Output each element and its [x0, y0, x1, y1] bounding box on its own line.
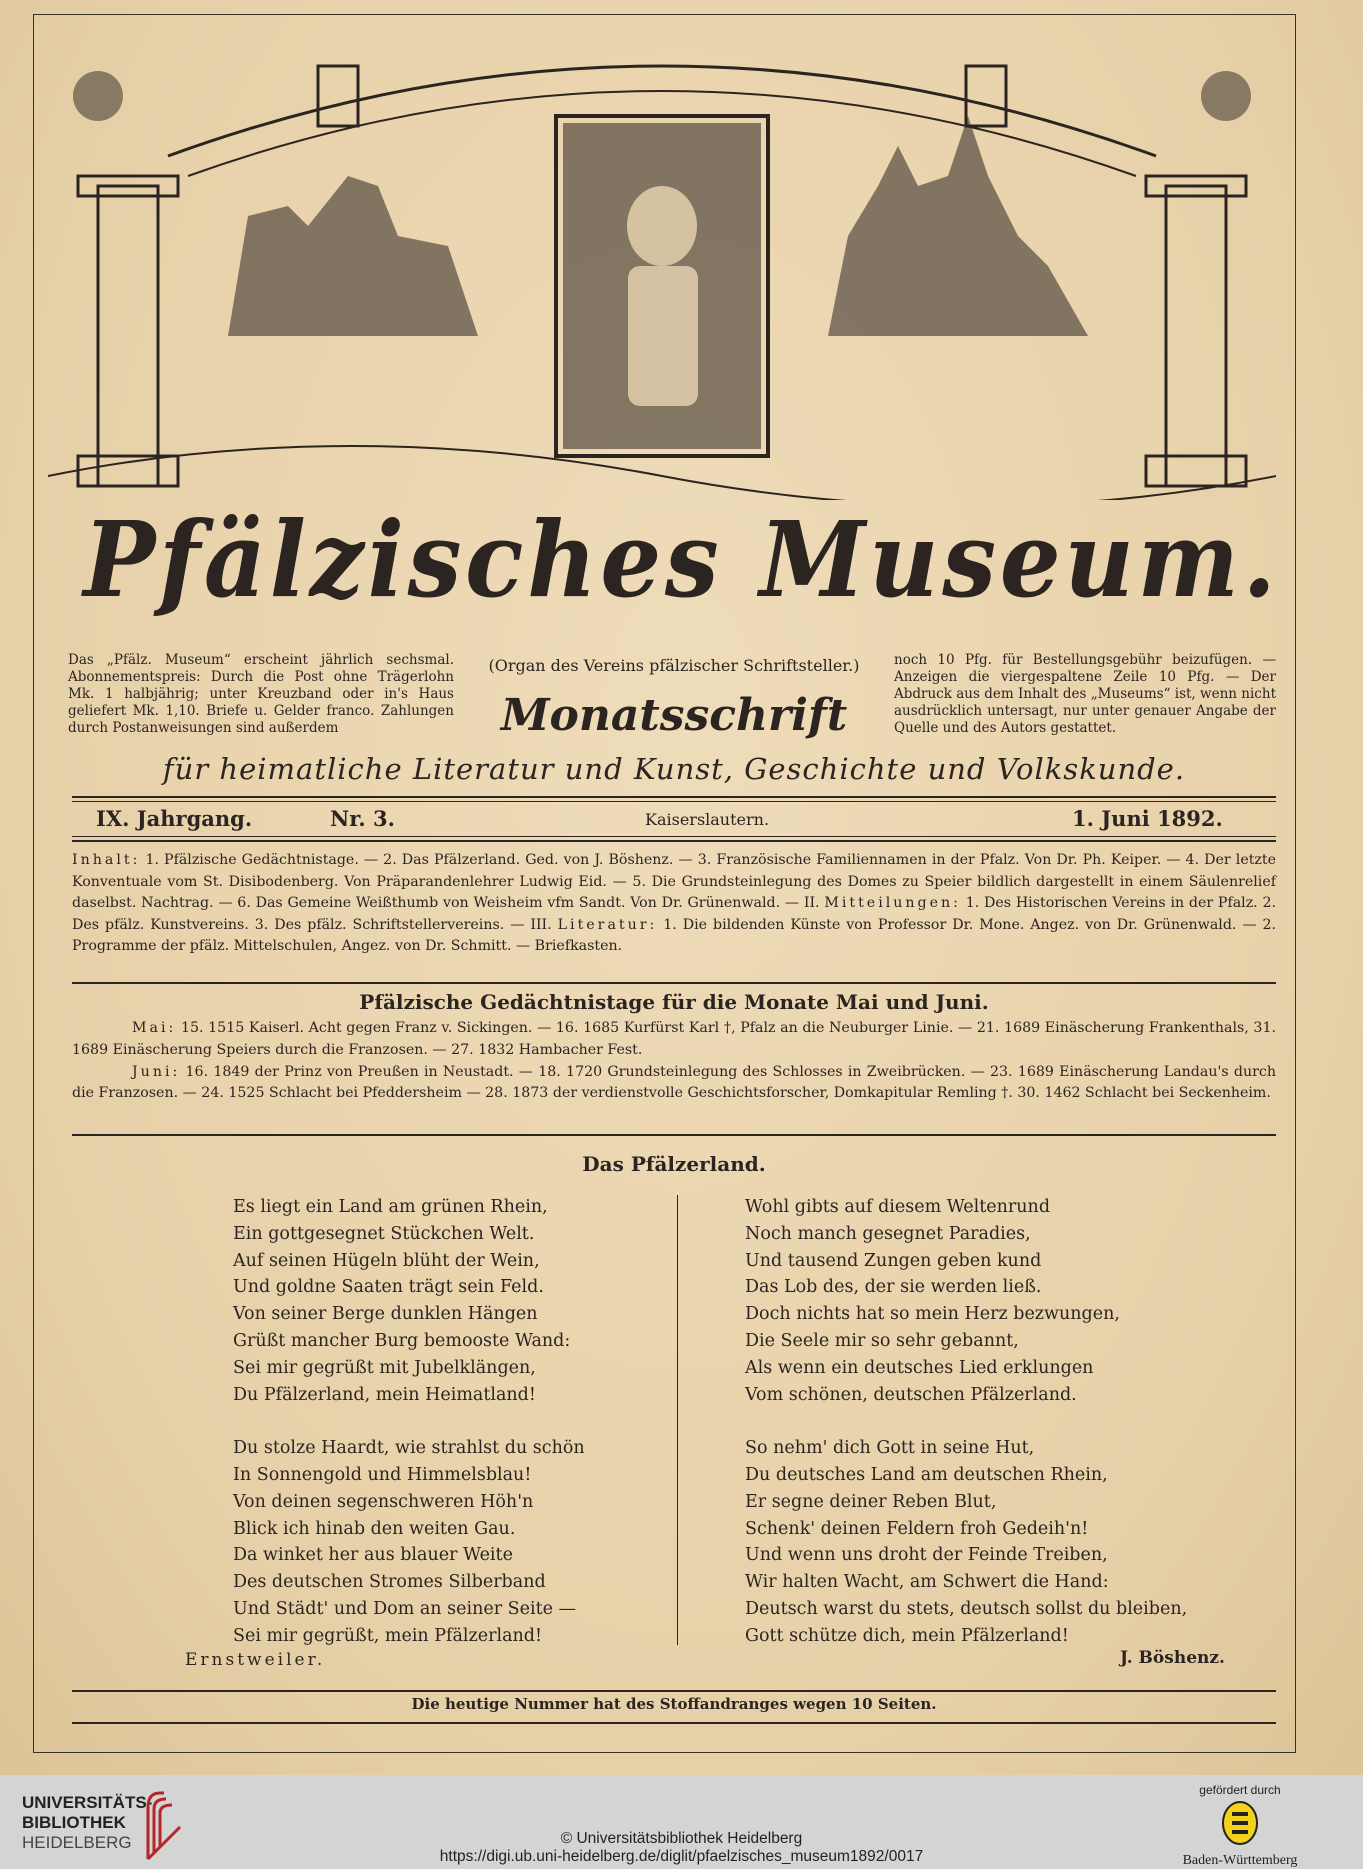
poem-line: Es liegt ein Land am grünen Rhein,: [233, 1197, 548, 1217]
poem-line: Und goldne Saaten trägt sein Feld.: [233, 1277, 544, 1298]
rule: [72, 1690, 1276, 1692]
poem-line: In Sonnengold und Himmelsblau!: [233, 1464, 532, 1485]
poem-stanza: [745, 1435, 1187, 1649]
poem-line: Wohl gibts auf diesem Weltenrund: [745, 1197, 1051, 1217]
poem-line: Von deinen segenschweren Höh'n: [233, 1491, 534, 1512]
poem-line: Du deutsches Land am deutschen Rhein,: [745, 1464, 1108, 1485]
issue-number: Nr. 3.: [330, 806, 395, 831]
volume: IX. Jahrgang.: [96, 806, 253, 831]
poem-line: Ein gottgesegnet Stückchen Welt.: [233, 1223, 535, 1244]
subscription-info: Das „Pfälz. Museum“ erscheint jährlich sechsmal. Abonnementspreis: Durch die Post ohne Trägerlohn Mk. 1 halbjährig; unter Kreuzband oder in's Haus geliefert Mk. 1,10. Briefe u. Gelder franco. Zahlungen durch Postanweisungen sind außerdem: [68, 652, 454, 736]
poem-line: Als wenn ein deutsches Lied erklungen: [745, 1357, 1094, 1378]
contents-text: 1. Die bildenden Künste von Professor Dr. Mone. Angez. von Dr. Grünenwald. — 2. Programme der pfälz. Mittelschulen, Angez. von Dr. Schmitt. — Briefkasten.: [72, 916, 1277, 955]
poem-line: Er segne deiner Reben Blut,: [745, 1491, 997, 1512]
poem-line: Auf seinen Hügeln blüht der Wein,: [233, 1250, 540, 1271]
library-name-line: BIBLIOTHEK: [22, 1813, 126, 1832]
source-url[interactable]: https://digi.ub.uni-heidelberg.de/diglit/pfaelzisches_museum1892/0017: [439, 1848, 924, 1865]
poem-left-column: [233, 1194, 585, 1676]
funded-by-label: gefördert durch: [1199, 1783, 1281, 1797]
advertising-info: noch 10 Pfg. für Bestellungsgebühr beizufügen. — Anzeigen die viergespaltene Zeile 10 Pfg. — Der Abdruck aus dem Inhalt des „Museums“ ist, wenn nicht ausdrücklich untersagt, nur unter genauer Angabe der Quelle und des Autors gestattet.: [894, 652, 1276, 736]
poem-right-column: [745, 1194, 1187, 1676]
poem-line: Grüßt mancher Burg bemooste Wand:: [233, 1330, 571, 1351]
poem-line: Du stolze Haardt, wie strahlst du schön: [233, 1438, 585, 1459]
rule: [72, 1134, 1276, 1136]
contents-text: 1. Pfälzische Gedächtnistage. — 2. Das Pfälzerland. Ged. von J. Böshenz. — 3. Französische Familiennamen in der Pfalz. Von Dr. Ph. Keiper. — 4. Der letzte Konventuale vom St. Disibodenberg. Von Präparandenlehrer Ludwig Eid. — 5. Die Grundsteinlegung des Domes zu Speier bildlich dargestellt in einem Säulenrelief daselbst. Nachtrag. — 6. Das Gemeine Weißthumb von Weisheim vfm Sandt. Von Dr. Grünenwald. — II.: [72, 852, 1276, 912]
library-name-line: UNIVERSITÄTS-: [22, 1793, 153, 1812]
poem-line: Vom schönen, deutschen Pfälzerland.: [745, 1384, 1077, 1405]
organ-line: (Organ des Vereins pfälzischer Schriftsteller.): [488, 656, 860, 675]
issue-note: Die heutige Nummer hat des Stoffandranges wegen 10 Seiten.: [411, 1695, 937, 1713]
poem-line: Von seiner Berge dunklen Hängen: [233, 1304, 538, 1325]
digitization-footer: [0, 1775, 1363, 1869]
poem-line: Doch nichts hat so mein Herz bezwungen,: [745, 1304, 1120, 1325]
anniversaries-title: Pfälzische Gedächtnistage für die Monate Mai und Juni.: [359, 990, 989, 1014]
copyright-text: © Universitätsbibliothek Heidelberg: [560, 1830, 803, 1847]
poem-line: Schenk' deinen Feldern froh Gedeih'n!: [745, 1518, 1089, 1539]
rule: [72, 801, 1276, 802]
newspaper-title: Pfälzisches Museum.: [83, 498, 1280, 621]
poem-line: Des deutschen Stromes Silberband: [233, 1572, 546, 1593]
table-of-contents: [72, 850, 1276, 958]
contents-label: Mitteilungen:: [824, 895, 961, 912]
rule: [72, 1722, 1276, 1724]
anniversaries-text: [72, 1018, 1276, 1105]
monatsschrift-heading: Monatsschrift: [500, 690, 848, 741]
issue-place: Kaiserslautern.: [645, 810, 770, 829]
poem-line: So nehm' dich Gott in seine Hut,: [745, 1438, 1035, 1459]
poem-line: Sei mir gegrüßt mit Jubelklängen,: [233, 1357, 536, 1378]
poem-line: Und Städt' und Dom an seiner Seite —: [233, 1598, 577, 1619]
poem-line: Du Pfälzerland, mein Heimatland!: [233, 1384, 536, 1405]
month-text: 16. 1849 der Prinz von Preußen in Neustadt. — 18. 1720 Grundsteinlegung des Schlosses in Zweibrücken. — 23. 1689 Einäscherung Landau's durch die Franzosen. — 24. 1525 Schlacht bei Pfeddersheim — 28. 1873 der verdienstvolle Geschichtsforscher, Domkapitular Remling †. 30. 1462 Schlacht bei Seckenheim.: [72, 1063, 1276, 1102]
contents-label: Literatur:: [557, 916, 658, 933]
issue-date: 1. Juni 1892.: [1072, 806, 1223, 831]
masthead-illustration: [48, 36, 1276, 500]
funder-name: Baden-Württemberg: [1182, 1853, 1298, 1868]
month-text: 15. 1515 Kaiserl. Acht gegen Franz v. Sickingen. — 16. 1685 Kurfürst Karl †, Pfalz an die Neuburger Linie. — 21. 1689 Einäscherung Frankenthals, 31. 1689 Einäscherung Speiers durch die Franzosen. — 27. 1832 Hambacher Fest.: [72, 1020, 1276, 1058]
poem-line: Die Seele mir so sehr gebannt,: [745, 1330, 1019, 1351]
coat-of-arms-icon: [1220, 1800, 1260, 1846]
poem-stanza: [745, 1194, 1187, 1408]
funder-block: [1180, 1783, 1300, 1869]
rule: [72, 840, 1276, 842]
poem-line: Deutsch warst du stets, deutsch sollst du bleiben,: [745, 1598, 1188, 1619]
poem-line: Sei mir gegrüßt, mein Pfälzerland!: [233, 1625, 543, 1646]
poem-place: Ernstweiler.: [185, 1650, 326, 1670]
copyright-block: [0, 1830, 1363, 1866]
library-name-line: HEIDELBERG: [22, 1833, 132, 1852]
rule: [72, 982, 1276, 984]
poem-title: Das Pfälzerland.: [582, 1152, 766, 1176]
poem-line: Da winket her aus blauer Weite: [233, 1545, 513, 1566]
rule: [72, 796, 1276, 798]
month-label: Mai:: [132, 1020, 177, 1036]
poem-line: Gott schütze dich, mein Pfälzerland!: [745, 1625, 1069, 1646]
rule: [72, 836, 1276, 837]
poem-stanza: [233, 1194, 585, 1408]
poem-line: Und wenn uns droht der Feinde Treiben,: [745, 1545, 1108, 1566]
poem-line: Und tausend Zungen geben kund: [745, 1250, 1042, 1271]
contents-text: 1. Des Historischen Vereins in der Pfalz. 2. Des pfälz. Kunstvereins. 3. Des pfälz. Schriftstellervereins. — III.: [72, 895, 1276, 933]
contents-label: Inhalt:: [72, 852, 141, 868]
month-label: Juni:: [132, 1063, 181, 1080]
poem-stanza: [233, 1435, 585, 1649]
masthead-subtitle: für heimatliche Literatur und Kunst, Geschichte und Volkskunde.: [162, 752, 1186, 786]
poem-line: Noch manch gesegnet Paradies,: [745, 1223, 1031, 1244]
poem-author: J. Böshenz.: [1120, 1648, 1225, 1668]
poem-line: Wir halten Wacht, am Schwert die Hand:: [745, 1572, 1109, 1593]
poem-line: Das Lob des, der sie werden ließ.: [745, 1277, 1042, 1298]
column-divider: [677, 1195, 678, 1645]
poem-line: Blick ich hinab den weiten Gau.: [233, 1518, 516, 1539]
